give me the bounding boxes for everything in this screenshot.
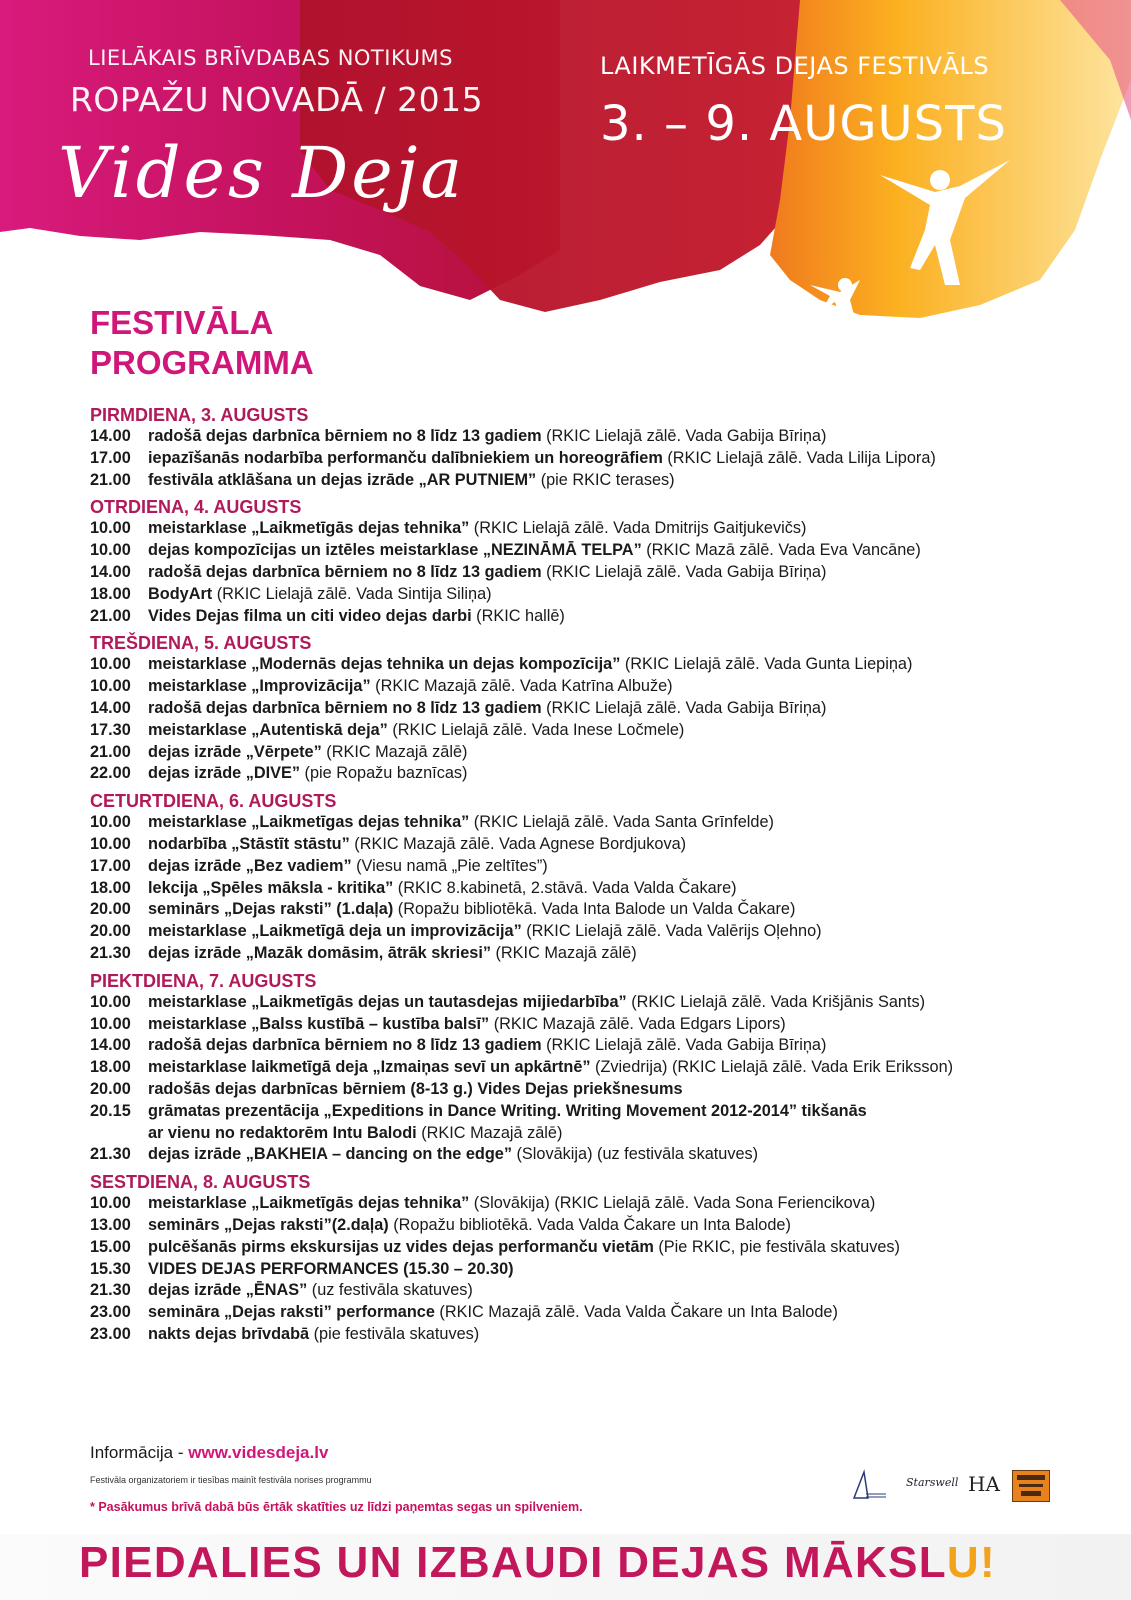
event-title: grāmatas prezentācija „Expeditions in Dance Writing. Writing Movement 2012-2014” tikšanās <box>148 1101 867 1120</box>
event-title: meistarklase „Balss kustībā – kustība balsī” <box>148 1014 490 1033</box>
triangle-logo-icon <box>848 1468 888 1502</box>
event-row <box>90 562 1090 584</box>
event-title: radošā dejas darbnīca bērniem no 8 līdz 13 gadiem <box>148 698 542 717</box>
event-row <box>90 1215 1090 1237</box>
event-row <box>90 720 1090 742</box>
event-details: (pie Ropažu baznīcas) <box>300 764 468 783</box>
event-details: (RKIC hallē) <box>471 606 565 625</box>
event-details: (RKIC 8.kabinetā, 2.stāvā. Vada Valda Čakare) <box>393 878 737 897</box>
event-details: (RKIC Lielajā zālē. Vada Dmitrijs Gaitjukevičs) <box>469 519 807 538</box>
event-row <box>90 1280 1090 1302</box>
event-time: 18.00 <box>90 584 131 603</box>
event-time: 14.00 <box>90 698 131 717</box>
event-row <box>90 1237 1090 1259</box>
event-title: festivāla atklāšana un dejas izrāde „AR PUTNIEM” <box>148 470 537 489</box>
event-time: 21.00 <box>90 742 131 761</box>
day-heading: OTRDIENA, 4. AUGUSTS <box>90 497 302 518</box>
event-time: 18.00 <box>90 1058 131 1077</box>
event-details: (pie festivāla skatuves) <box>309 1324 480 1343</box>
event-time: 10.00 <box>90 834 131 853</box>
event-time: 20.00 <box>90 1079 131 1098</box>
event-time: 14.00 <box>90 1036 131 1055</box>
event-time: 17.30 <box>90 720 131 739</box>
website-link[interactable]: www.videsdeja.lv <box>188 1443 329 1462</box>
organizer-note: Festivāla organizatoriem ir tiesības mainīt festivāla norises programmu <box>90 1475 372 1485</box>
ropazi-badge-icon <box>1013 1471 1049 1501</box>
event-row <box>90 654 1090 676</box>
event-row <box>90 540 1090 562</box>
event-row <box>90 448 1090 470</box>
event-title: meistarklase „Improvizācija” <box>148 677 371 696</box>
event-row <box>90 1079 1090 1101</box>
event-details: (RKIC Lielajā zālē. Vada Gabija Bīriņa) <box>541 562 827 581</box>
event-row <box>90 1259 1090 1281</box>
event-time: 20.00 <box>90 900 131 919</box>
day-heading: SESTDIENA, 8. AUGUSTS <box>90 1172 311 1193</box>
event-details: (RKIC Lielajā zālē. Vada Sintija Siliņa) <box>212 584 492 603</box>
event-time: 23.00 <box>90 1324 131 1343</box>
event-details: (RKIC Mazajā zālē) <box>321 742 468 761</box>
event-time: 10.00 <box>90 1014 131 1033</box>
event-details: (Slovākija) (uz festivāla skatuves) <box>511 1145 759 1164</box>
event-row-continuation <box>90 1123 1090 1145</box>
event-row <box>90 584 1090 606</box>
event-title: meistarklase „Autentiskā deja” <box>148 720 388 739</box>
header-subtitle: LIELĀKAIS BRĪVDABAS NOTIKUMS <box>88 46 453 70</box>
event-title: pulcēšanās pirms ekskursijas uz vides dejas performanču vietām <box>148 1237 654 1256</box>
event-time: 15.00 <box>90 1237 131 1256</box>
event-details: (RKIC Lielajā zālē. Vada Valērijs Oļehno) <box>521 922 822 941</box>
event-row <box>90 1057 1090 1079</box>
event-title: dejas izrāde „Bez vadiem” <box>148 856 352 875</box>
event-details: (RKIC Mazajā zālē. Vada Edgars Lipors) <box>489 1014 786 1033</box>
event-title: VIDES DEJAS PERFORMANCES (15.30 – 20.30) <box>148 1259 514 1278</box>
event-title: meistarklase „Laikmetīgas dejas tehnika” <box>148 813 470 832</box>
event-title: dejas izrāde „Mazāk domāsim, ātrāk skriesi” <box>148 943 491 962</box>
event-row <box>90 1144 1090 1166</box>
event-time: 17.00 <box>90 856 131 875</box>
event-time: 17.00 <box>90 448 131 467</box>
event-row <box>90 426 1090 448</box>
slogan-main: PIEDALIES UN IZBAUDI DEJAS MĀKSL <box>79 1538 947 1587</box>
event-time: 10.00 <box>90 1194 131 1213</box>
event-title: dejas izrāde „DIVE” <box>148 764 301 783</box>
event-details: (RKIC Lielajā zālē. Vada Lilija Lipora) <box>662 448 936 467</box>
event-details: (RKIC Mazajā zālē. Vada Katrīna Albuže) <box>370 677 673 696</box>
festival-name: LAIKMETĪGĀS DEJAS FESTIVĀLS <box>600 52 990 80</box>
day-heading: CETURTDIENA, 6. AUGUSTS <box>90 791 337 812</box>
event-time: 21.30 <box>90 1281 131 1300</box>
event-title: seminārs „Dejas raksti” (1.daļa) <box>148 900 394 919</box>
vides-deja-logo: Vides Deja <box>58 132 466 214</box>
header-banner <box>0 0 1131 330</box>
slogan-tail: U! <box>946 1538 996 1587</box>
event-row <box>90 943 1090 965</box>
event-title: lekcija „Spēles māksla - kritika” <box>148 878 394 897</box>
event-row <box>90 742 1090 764</box>
event-title: radošā dejas darbnīca bērniem no 8 līdz 13 gadiem <box>148 562 542 581</box>
event-time: 14.00 <box>90 427 131 445</box>
event-row <box>90 1324 1090 1346</box>
event-title: radošās dejas darbnīcas bērniem (8-13 g.) Vides Dejas priekšnesums <box>148 1079 683 1098</box>
event-title: radošā dejas darbnīca bērniem no 8 līdz 13 gadiem <box>148 1036 542 1055</box>
event-details: (RKIC Mazajā zālē. Vada Valda Čakare un Inta Balode) <box>434 1303 838 1322</box>
event-row <box>90 518 1090 540</box>
event-details: (RKIC Lielajā zālē. Vada Krišjānis Sants) <box>626 992 926 1011</box>
bring-blankets-note: * Pasākumus brīvā dabā būs ērtāk skatīties uz līdzi paņemtas segas un spilveniem. <box>90 1500 583 1514</box>
day-heading: PIEKTDIENA, 7. AUGUSTS <box>90 970 317 991</box>
event-title: dejas izrāde „ĒNAS” <box>148 1281 308 1300</box>
event-row <box>90 763 1090 785</box>
event-time: 10.00 <box>90 992 131 1011</box>
event-time: 21.00 <box>90 606 131 625</box>
event-title: meistarklase „Laikmetīgās dejas un tautasdejas mijiedarbība” <box>148 992 627 1011</box>
program-title-line1: FESTIVĀLA <box>90 304 274 341</box>
event-row <box>90 856 1090 878</box>
event-row <box>90 992 1090 1014</box>
event-details: (RKIC Lielajā zālē. Vada Gabija Bīriņa) <box>541 1036 827 1055</box>
program-title <box>90 303 314 383</box>
event-title: meistarklase „Laikmetīgā deja un improvizācija” <box>148 922 522 941</box>
event-details: (Viesu namā „Pie zeltītes”) <box>351 856 548 875</box>
event-row <box>90 921 1090 943</box>
event-details: (Zviedrija) (RKIC Lielajā zālē. Vada Erik Eriksson) <box>590 1058 954 1077</box>
event-details: (RKIC Lielajā zālē. Vada Santa Grīnfelde) <box>469 813 774 832</box>
program-title-line2: PROGRAMMA <box>90 344 314 381</box>
event-title: meistarklase „Laikmetīgās dejas tehnika” <box>148 519 470 538</box>
event-title: nakts dejas brīvdabā <box>148 1324 310 1343</box>
event-title: semināra „Dejas raksti” performance <box>148 1303 435 1322</box>
header-region-year: ROPAŽU NOVADĀ / 2015 <box>70 80 484 119</box>
event-time: 13.00 <box>90 1215 131 1234</box>
sponsor-logo-1 <box>848 1468 888 1502</box>
event-time: 15.30 <box>90 1259 131 1278</box>
event-time: 21.30 <box>90 1145 131 1164</box>
event-title: meistarklase laikmetīgā deja „Izmaiņas sevī un apkārtnē” <box>148 1058 591 1077</box>
sponsor-logo-ropazi <box>1012 1470 1050 1502</box>
event-row <box>90 698 1090 720</box>
day-heading: TREŠDIENA, 5. AUGUSTS <box>90 633 312 654</box>
event-time: 10.00 <box>90 519 131 538</box>
event-time: 20.00 <box>90 922 131 941</box>
event-time: 18.00 <box>90 878 131 897</box>
slogan <box>79 1538 996 1588</box>
event-row <box>90 899 1090 921</box>
event-title: dejas izrāde „Vērpete” <box>148 742 322 761</box>
event-time: 20.15 <box>90 1101 131 1120</box>
event-title: radošā dejas darbnīca bērniem no 8 līdz 13 gadiem <box>148 427 542 445</box>
event-details: (RKIC Mazajā zālē. Vada Agnese Bordjukova) <box>349 834 687 853</box>
event-title: seminārs „Dejas raksti”(2.daļa) <box>148 1215 389 1234</box>
event-row <box>90 676 1090 698</box>
event-title: dejas kompozīcijas un iztēles meistarklase „NEZINĀMĀ TELPA” <box>148 541 642 560</box>
event-title: dejas izrāde „BAKHEIA – dancing on the edge” <box>148 1145 512 1164</box>
event-time: 22.00 <box>90 764 131 783</box>
event-details: (RKIC Lielajā zālē. Vada Gabija Bīriņa) <box>541 698 827 717</box>
event-details: (RKIC Lielajā zālē. Vada Inese Ločmele) <box>387 720 685 739</box>
info-label: Informācija - <box>90 1443 189 1462</box>
sponsor-logo-ha: HA <box>968 1472 1000 1496</box>
event-time: 10.00 <box>90 655 131 674</box>
event-row <box>90 1101 1090 1123</box>
event-title: meistarklase „Modernās dejas tehnika un dejas kompozīcija” <box>148 655 621 674</box>
info-line <box>90 1443 328 1463</box>
event-row <box>90 878 1090 900</box>
event-time: 14.00 <box>90 562 131 581</box>
event-title: meistarklase „Laikmetīgās dejas tehnika” <box>148 1194 470 1213</box>
event-title: Vides Dejas filma un citi video dejas darbi <box>148 606 472 625</box>
event-row <box>90 1035 1090 1057</box>
event-time: 10.00 <box>90 541 131 560</box>
festival-dates: 3. – 9. AUGUSTS <box>600 96 1007 152</box>
event-details: (RKIC Lielajā zālē. Vada Gunta Liepiņa) <box>620 655 913 674</box>
event-details: (RKIC Mazajā zālē) <box>490 943 637 962</box>
event-title-continuation: ar vienu no redaktorēm Intu Balodi <box>148 1123 417 1142</box>
event-time: 10.00 <box>90 813 131 832</box>
event-details: (uz festivāla skatuves) <box>307 1281 473 1300</box>
event-time: 10.00 <box>90 677 131 696</box>
event-time: 21.00 <box>90 470 131 489</box>
event-row <box>90 834 1090 856</box>
event-row <box>90 1193 1090 1215</box>
event-time: 21.30 <box>90 943 131 962</box>
sponsor-logo-starswell: Starswell <box>906 1476 959 1489</box>
event-title: nodarbība „Stāstīt stāstu” <box>148 834 350 853</box>
event-title: iepazīšanās nodarbība performanču dalībniekiem un horeogrāfiem <box>148 448 663 467</box>
event-details: (RKIC Mazajā zālē) <box>416 1123 563 1142</box>
event-row <box>90 1014 1090 1036</box>
event-details: (RKIC Lielajā zālē. Vada Gabija Bīriņa) <box>541 427 827 445</box>
event-details: (Ropažu bibliotēkā. Vada Valda Čakare un Inta Balode) <box>388 1215 791 1234</box>
event-time: 23.00 <box>90 1303 131 1322</box>
event-title: BodyArt <box>148 584 213 603</box>
event-details: (Slovākija) (RKIC Lielajā zālē. Vada Sona Feriencikova) <box>469 1194 876 1213</box>
event-row <box>90 606 1090 628</box>
day-heading: PIRMDIENA, 3. AUGUSTS <box>90 405 309 425</box>
event-details: (Ropažu bibliotēkā. Vada Inta Balode un Valda Čakare) <box>393 900 796 919</box>
event-row <box>90 470 1090 492</box>
event-details: (RKIC Mazā zālē. Vada Eva Vancāne) <box>641 541 921 560</box>
event-row <box>90 812 1090 834</box>
event-details: (pie RKIC terases) <box>536 470 675 489</box>
event-details: (Pie RKIC, pie festivāla skatuves) <box>653 1237 900 1256</box>
schedule <box>90 404 1090 1346</box>
event-row <box>90 1302 1090 1324</box>
